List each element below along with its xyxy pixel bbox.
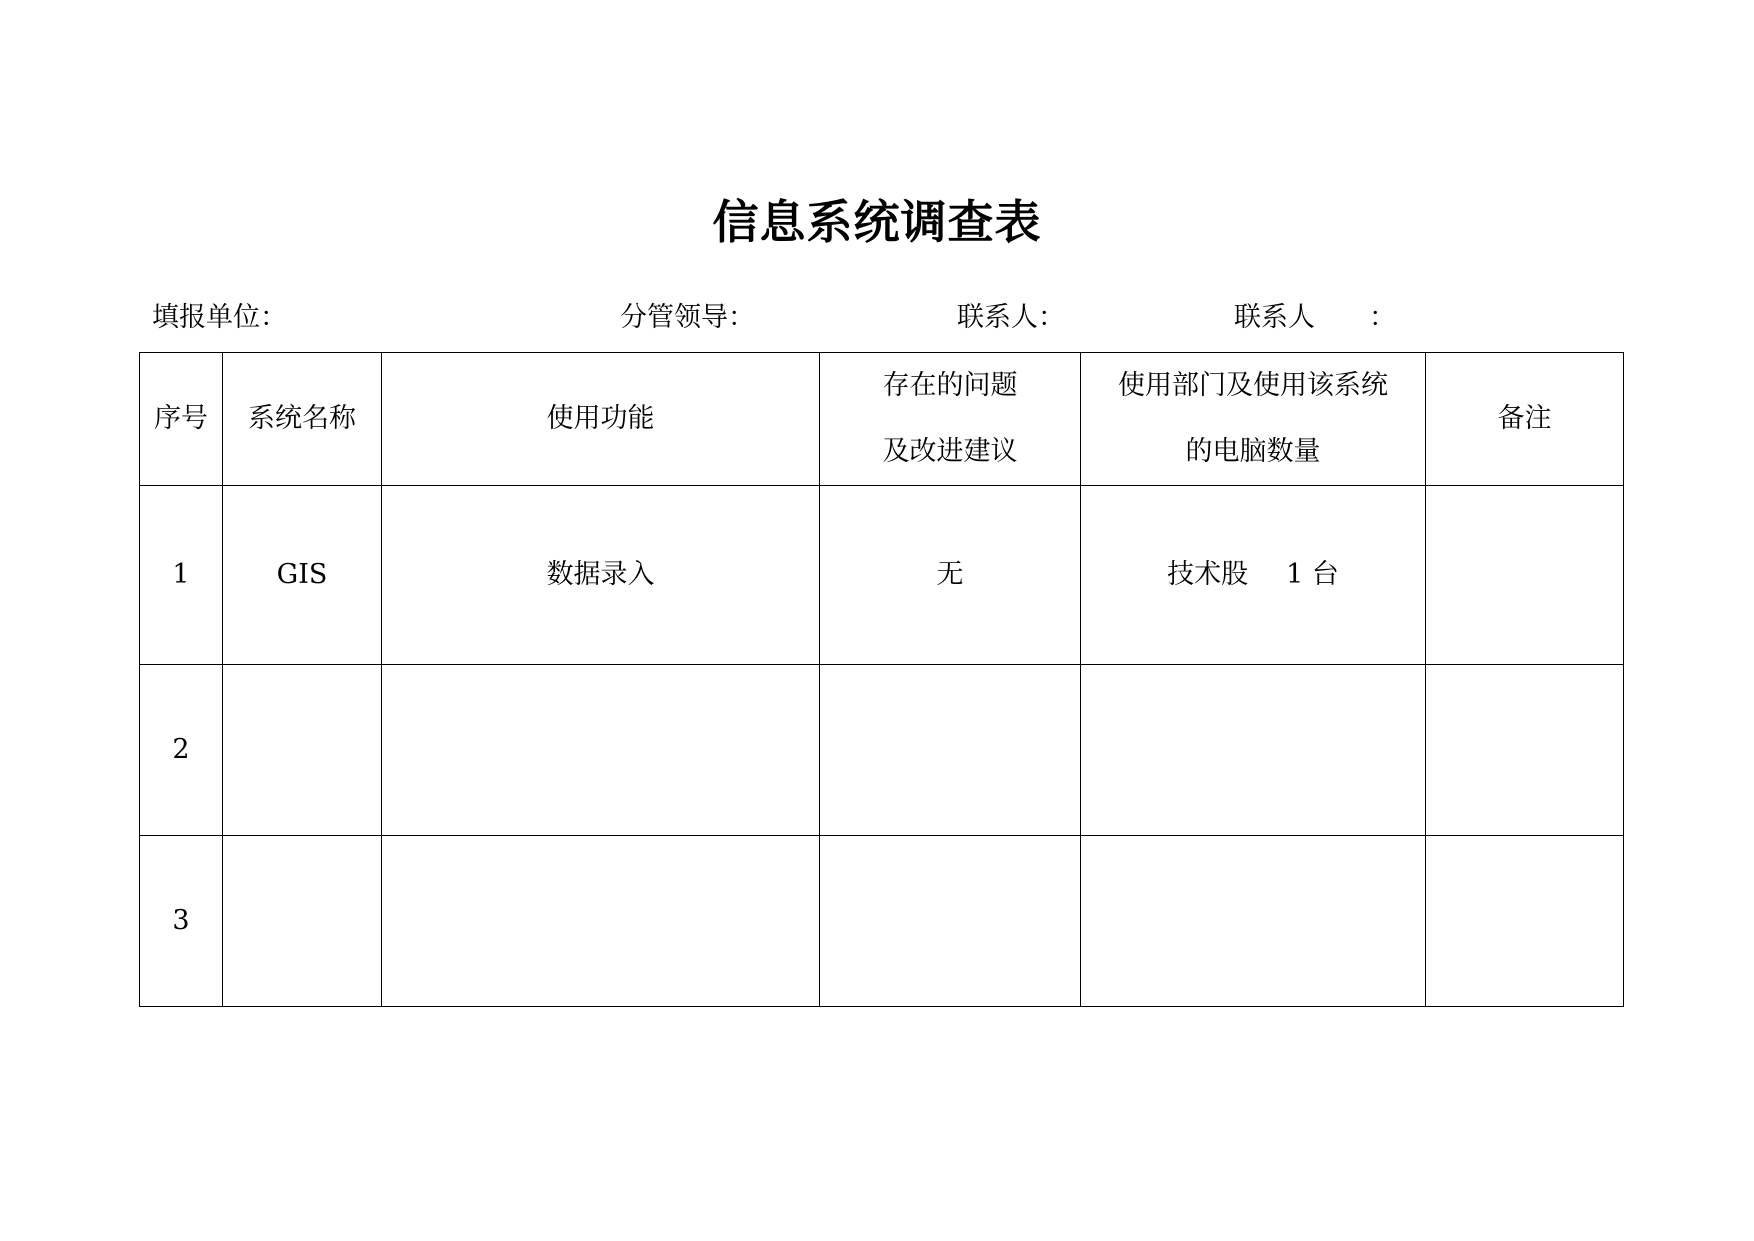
cell-remarks <box>1426 665 1624 836</box>
cell-remarks <box>1426 486 1624 665</box>
field-contact-1: 联系人： <box>957 302 1065 333</box>
header-row <box>140 353 1624 486</box>
cell-dept <box>1081 486 1426 665</box>
cell-no: 3 <box>140 836 223 1007</box>
cell-issues <box>820 836 1081 1007</box>
header-remarks: 备注 <box>1426 353 1624 486</box>
page-title: 信息系统调查表 <box>712 195 1042 249</box>
cell-dept-count: 1 台 <box>1286 559 1339 590</box>
cell-issues <box>820 665 1081 836</box>
header-dept-line2: 的电脑数量 <box>1185 436 1321 467</box>
survey-table <box>139 352 1624 1007</box>
header-function: 使用功能 <box>382 353 820 486</box>
cell-remarks <box>1426 836 1624 1007</box>
header-dept <box>1081 353 1426 486</box>
cell-system-name: GIS <box>223 486 382 665</box>
cell-no: 2 <box>140 665 223 836</box>
header-no: 序号 <box>140 353 223 486</box>
cell-function <box>382 836 820 1007</box>
cell-system-name <box>223 665 382 836</box>
cell-dept <box>1081 836 1426 1007</box>
header-system-name: 系统名称 <box>223 353 382 486</box>
cell-function: 数据录入 <box>382 486 820 665</box>
cell-system-name <box>223 836 382 1007</box>
cell-dept <box>1081 665 1426 836</box>
cell-no: 1 <box>140 486 223 665</box>
field-contact-2: 联系人 ： <box>1234 302 1396 333</box>
table-row <box>140 665 1624 836</box>
cell-dept-name: 技术股 <box>1167 559 1249 590</box>
cell-function <box>382 665 820 836</box>
table-row <box>140 486 1624 665</box>
header-dept-line1: 使用部门及使用该系统 <box>1118 370 1388 401</box>
header-issues <box>820 353 1081 486</box>
table-row <box>140 836 1624 1007</box>
header-issues-line2: 及改进建议 <box>882 436 1018 467</box>
cell-issues: 无 <box>820 486 1081 665</box>
field-leader: 分管领导： <box>620 302 755 333</box>
field-unit: 填报单位： <box>152 302 287 333</box>
header-issues-line1: 存在的问题 <box>882 370 1018 401</box>
